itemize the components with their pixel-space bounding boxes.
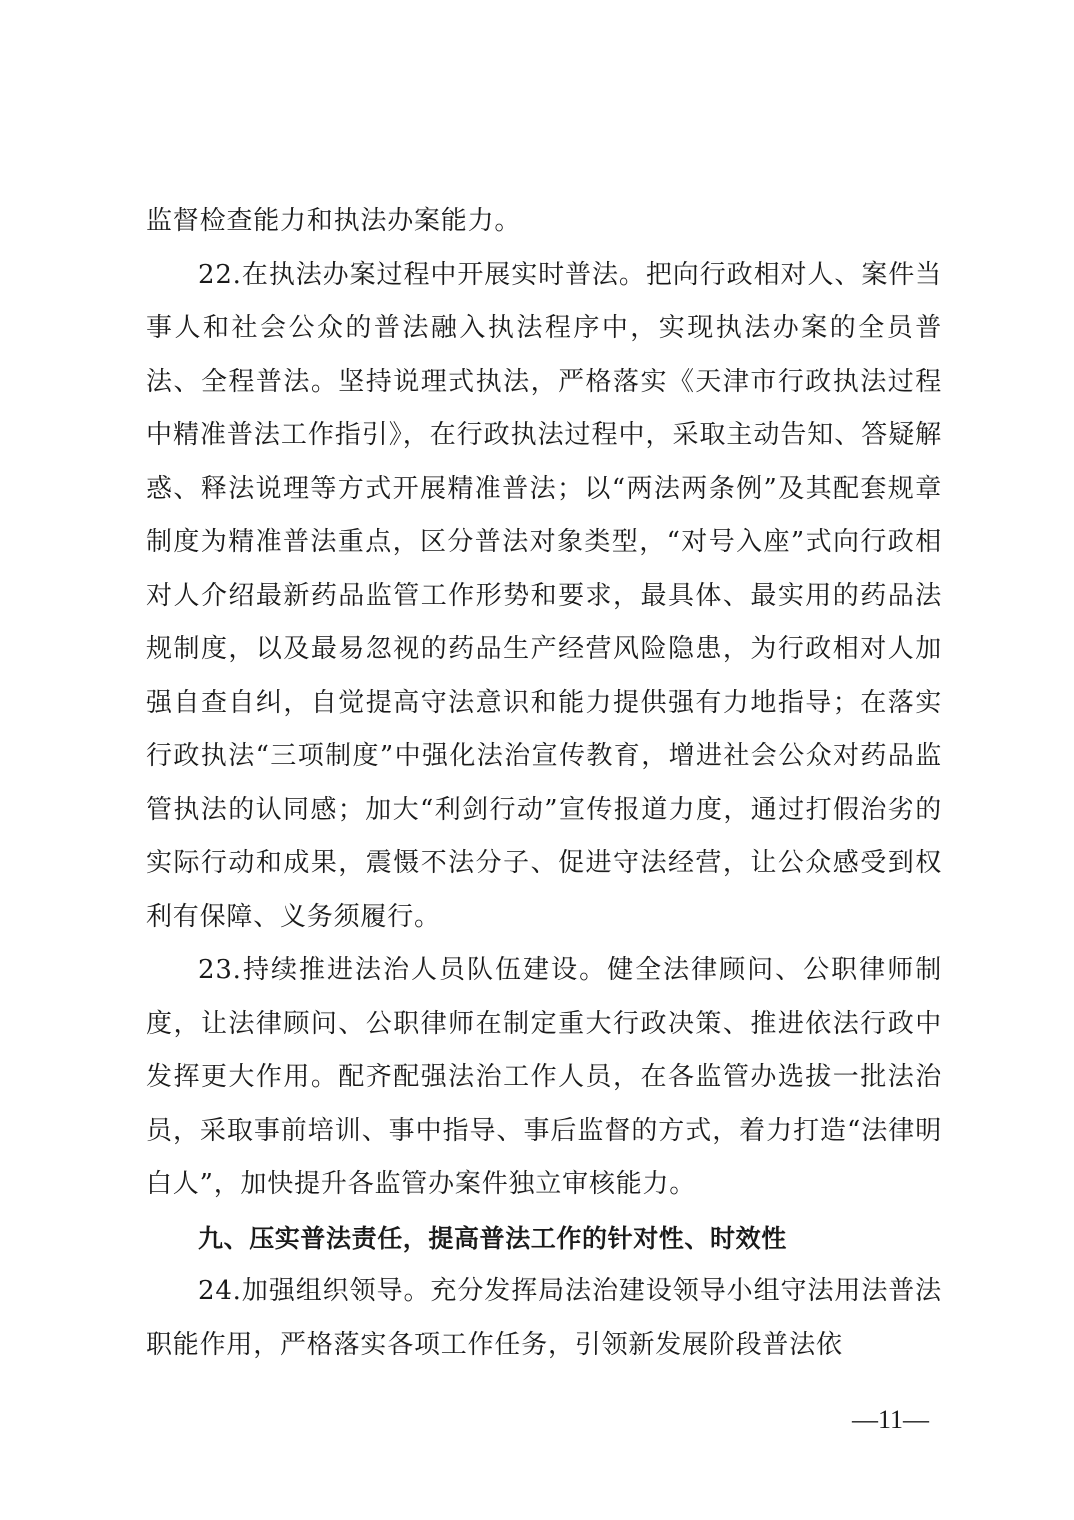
page-number: —11— [852,1405,930,1434]
document-page [146,195,942,1372]
paragraph-item-24: 24.加强组织领导。充分发挥局法治建设领导小组守法用法普法职能作用，严格落实各项工作任务，引领新发展阶段普法依 [146,1276,942,1360]
paragraph-item-23: 23.持续推进法治人员队伍建设。健全法律顾问、公职律师制度，让法律顾问、公职律师在制定重大行政决策、推进依法行政中发挥更大作用。配齐配强法治工作人员，在各监管办选拔一批法治员，采取事前培训、事中指导、事后监督的方式，着力打造“法律明白人”，加快提升各监管办案件独立审核能力。 [146,955,942,1199]
paragraph-continuation: 监督检查能力和执法办案能力。 [146,206,522,236]
paragraph-item-22: 22.在执法办案过程中开展实时普法。把向行政相对人、案件当事人和社会公众的普法融入执法程序中，实现执法办案的全员普法、全程普法。坚持说理式执法，严格落实《天津市行政执法过程中精准普法工作指引》，在行政执法过程中，采取主动告知、答疑解惑、释法说理等方式开展精准普法；以“两法两条例”及其配套规章制度为精准普法重点，区分普法对象类型，“对号入座”式向行政相对人介绍最新药品监管工作形势和要求，最具体、最实用的药品法规制度，以及最易忽视的药品生产经营风险隐患，为行政相对人加强自查自纠，自觉提高守法意识和能力提供强有力地指导；在落实行政执法“三项制度”中强化法治宣传教育，增进社会公众对药品监管执法的认同感；加大“利剑行动”宣传报道力度，通过打假治劣的实际行动和成果，震慑不法分子、促进守法经营，让公众感受到权利有保障、义务须履行。 [146,259,942,932]
section-heading: 九、压实普法责任，提高普法工作的针对性、时效性 [198,1223,787,1253]
